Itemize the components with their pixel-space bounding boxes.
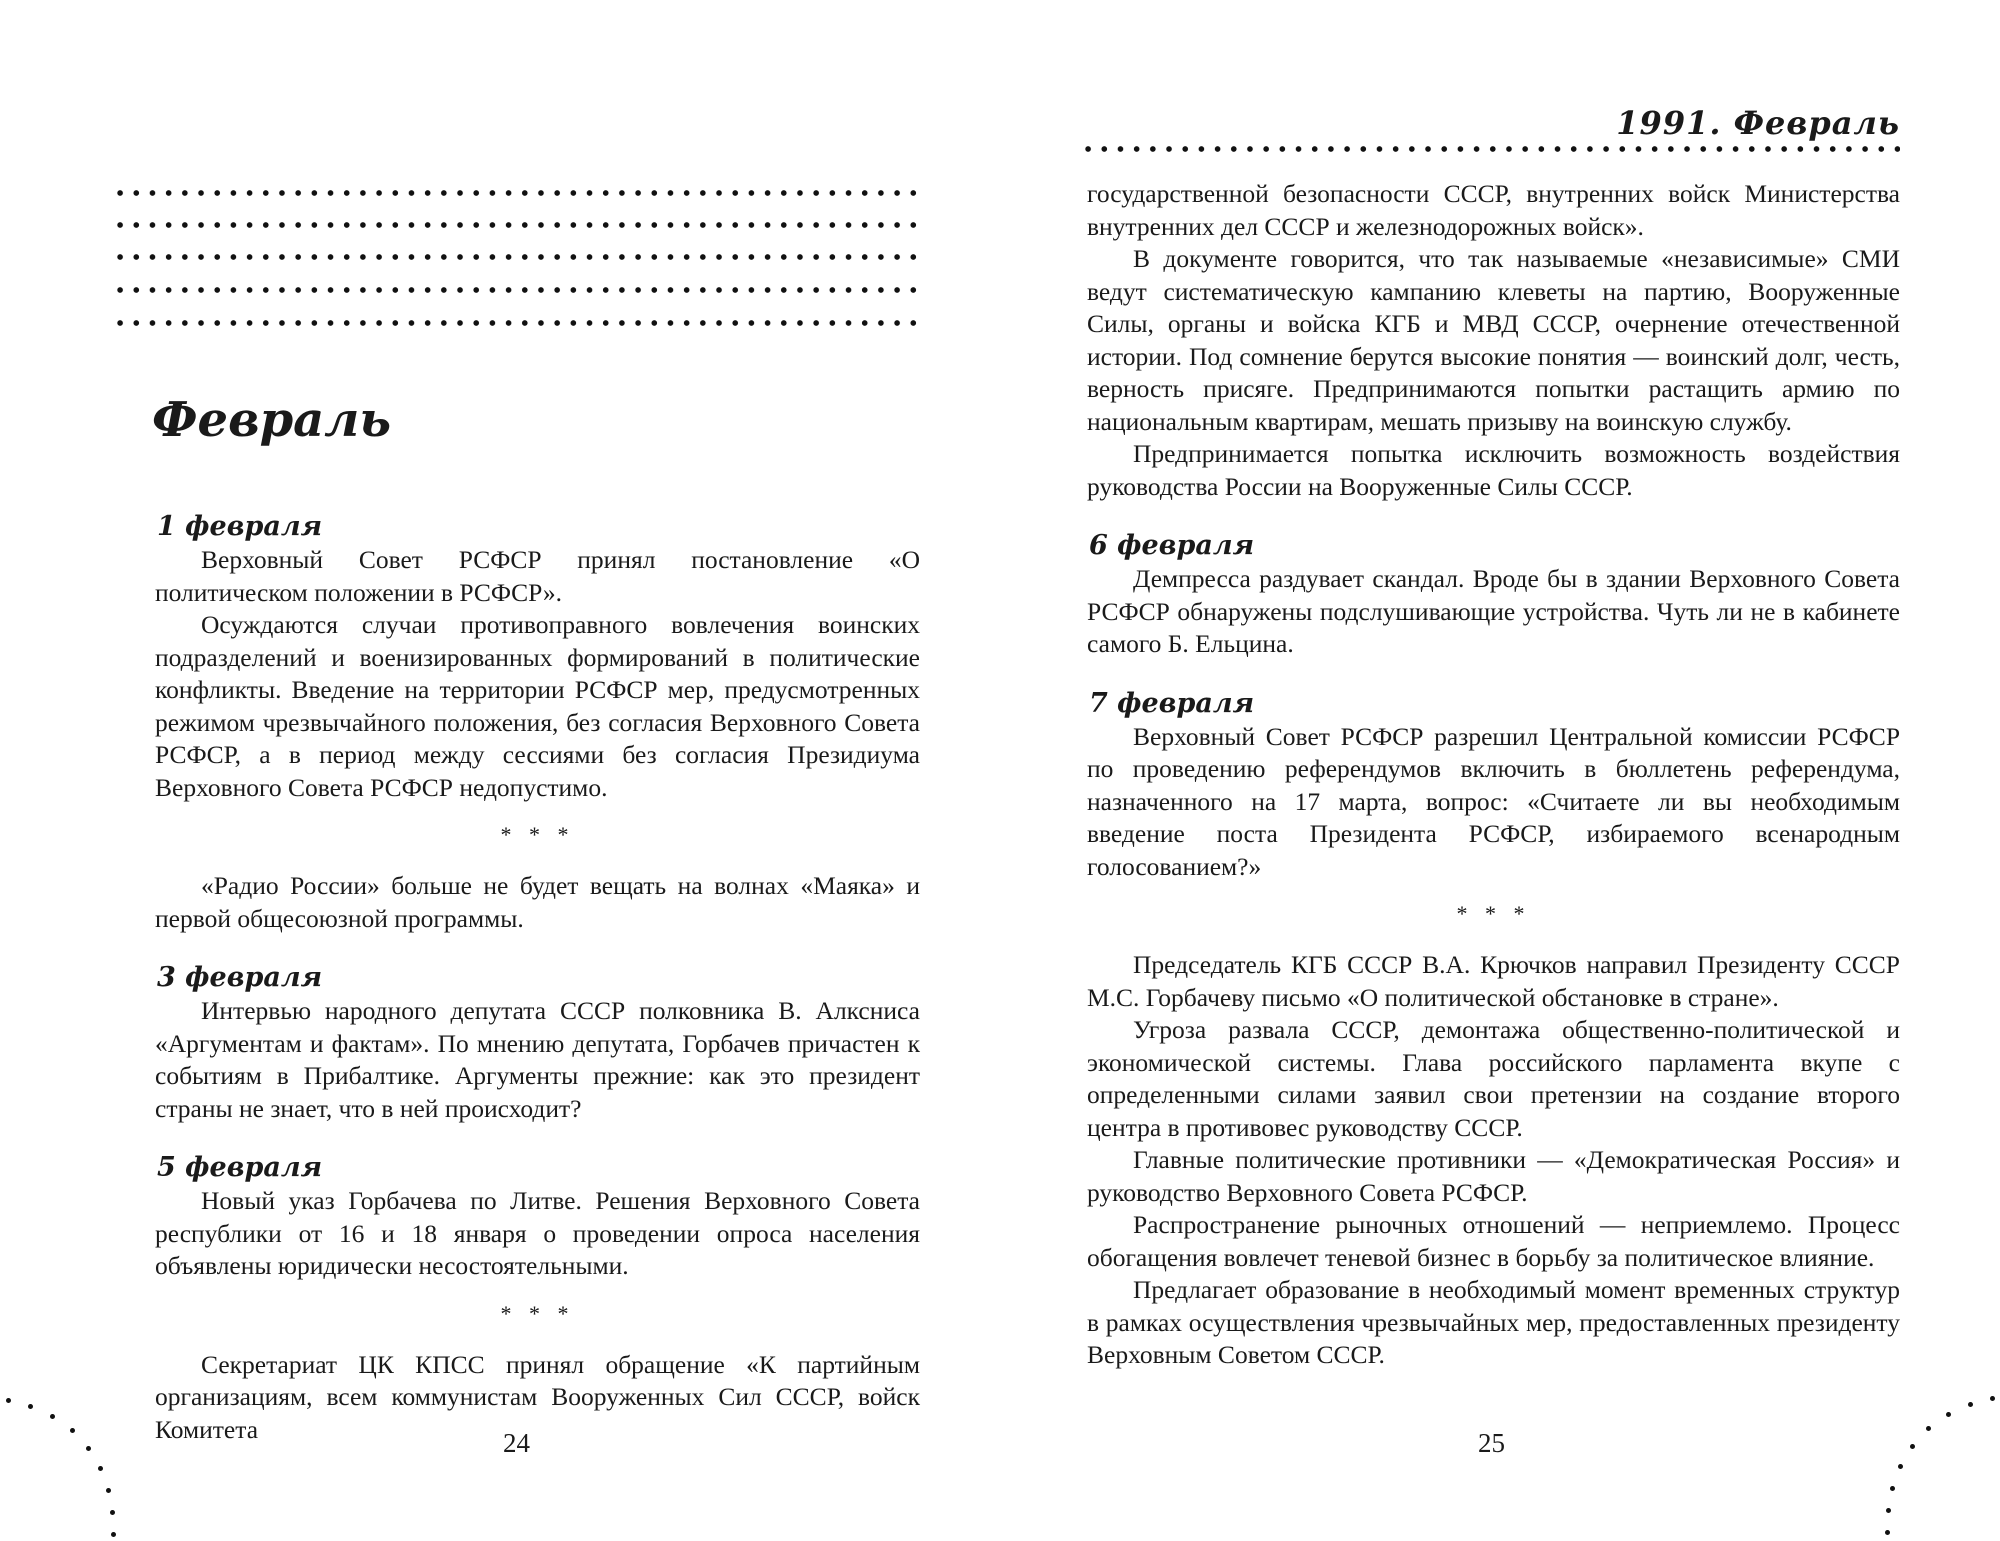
ornament-dot: [106, 1488, 111, 1493]
paragraph: Распространение рыночных отношений — неприемлемо. Процесс обогащения вовлечет теневой бизнес в борьбу за политическое влияние.: [1087, 1210, 1900, 1272]
entry-date-1: 1 февраля: [157, 511, 323, 542]
section-separator: * * *: [1456, 901, 1531, 926]
entry-date-3: 3 февраля: [157, 962, 323, 993]
paragraph: Верховный Совет РСФСР принял постановление «О политическом положении в РСФСР».: [155, 545, 920, 607]
paragraph: Председатель КГБ СССР В.А. Крючков направил Президенту СССР М.С. Горбачеву письмо «О политической обстановке в стране».: [1087, 950, 1900, 1012]
paragraph: Новый указ Горбачева по Литве. Решения Верховного Совета республики от 16 и 18 января о проведении опроса населения объявлены юридически несостоятельными.: [155, 1186, 920, 1280]
dotted-rule: [1080, 145, 1900, 153]
paragraph: Демпресса раздувает скандал. Вроде бы в здании Верховного Совета РСФСР обнаружены подслушивающие устройства. Чуть ли не в кабинете самого Б. Ельцина.: [1087, 564, 1900, 658]
entry-date-7: 7 февраля: [1089, 687, 1255, 719]
paragraph: Угроза развала СССР, демонтажа общественно-политической и экономической системы. Глава российского парламента вкупе с определенными силами заявил свои претензии на создание второго центра в противовес руководству СССР.: [1087, 1015, 1900, 1142]
page-number: 25: [1478, 1428, 1505, 1458]
ornament-dot: [50, 1414, 55, 1419]
ornament-dot: [1968, 1402, 1973, 1407]
paragraph: Предлагает образование в необходимый момент временных структур в рамках осуществления чрезвычайных мер, предоставленных президенту Верховным Советом СССР.: [1087, 1275, 1900, 1369]
paragraph: В документе говорится, что так называемые «независимые» СМИ ведут систематическую кампанию клеветы на партию, Вооруженные Силы, органы и войска КГБ и МВД СССР, очернение отечественной истории. Под сомнение берутся высокие понятия — воинский долг, честь, верность присяге. Предпринимаются попытки растащить армию по национальным квартирам, мешать призыву на воинскую службу.: [1087, 244, 1900, 436]
ornament-dot: [1926, 1426, 1931, 1431]
ornament-dot: [111, 1532, 116, 1537]
dotted-ornament-row-1: [112, 189, 920, 197]
entry-date-5: 5 февраля: [157, 1152, 323, 1183]
section-separator: * * *: [500, 822, 575, 847]
ornament-dot: [1890, 1486, 1895, 1491]
ornament-dot: [1990, 1396, 1995, 1401]
entry-date-6: 6 февраля: [1089, 530, 1255, 561]
paragraph: «Радио России» больше не будет вещать на волнах «Маяка» и первой общесоюзной программы.: [155, 871, 920, 933]
running-head: 1991. Февраль: [1616, 104, 1900, 142]
paragraph: Секретариат ЦК КПСС принял обращение «К партийным организациям, всем коммунистам Вооруженных Сил СССР, войск Комитета: [155, 1349, 920, 1444]
dotted-ornament-row-4: [112, 286, 920, 294]
dotted-ornament-row-5: [112, 319, 920, 327]
ornament-dot: [1910, 1444, 1915, 1449]
paragraph: Интервью народного депутата СССР полковника В. Алксниса «Аргументам и фактам». По мнению депутата, Горбачев причастен к событиям в Прибалтике. Аргументы прежние: как это президент страны не знает, что в ней происходит?: [155, 996, 920, 1123]
ornament-dot: [70, 1428, 75, 1433]
paragraph: Главные политические противники — «Демократическая Россия» и руководство Верховного Совета РСФСР.: [1087, 1145, 1900, 1207]
dotted-ornament-row-2: [112, 221, 920, 229]
paragraph-continuation: государственной безопасности СССР, внутренних войск Министерства внутренних дел СССР и железнодорожных войск».: [1087, 179, 1900, 241]
paragraph: Верховный Совет РСФСР разрешил Центральной комиссии РСФСР по проведению референдумов включить в бюллетень референдума, назначенного на 17 марта, вопрос: «Считаете ли вы необходимым введение поста Президента РСФСР, избираемого всенародным голосованием?»: [1087, 721, 1900, 881]
ornament-dot: [86, 1446, 91, 1451]
ornament-dot: [1885, 1530, 1890, 1535]
paragraph: Осуждаются случаи противоправного вовлечения воинских подразделений и военизированных формирований в политические конфликты. Введение на территории РСФСР мер, предусмотренных режимом чрезвычайного положения, без согласия Верховного Совета РСФСР, а в период между сессиями без согласия Президиума Верховного Совета РСФСР недопустимо.: [155, 610, 920, 802]
ornament-dot: [110, 1510, 115, 1515]
month-title: Февраль: [152, 392, 392, 448]
right-text-column: [1087, 178, 1900, 1372]
page-number: 24: [503, 1428, 530, 1458]
ornament-dot: [1898, 1464, 1903, 1469]
ornament-dot: [1886, 1508, 1891, 1513]
section-separator: * * *: [500, 1300, 575, 1326]
paragraph: Предпринимается попытка исключить возможность воздействия руководства России на Вооруженные Силы СССР.: [1087, 439, 1900, 501]
right-page: [1000, 0, 2000, 1541]
ornament-dot: [98, 1466, 103, 1471]
ornament-dot: [6, 1398, 11, 1403]
ornament-dot: [1946, 1412, 1951, 1417]
dotted-ornament-row-3: [112, 253, 920, 261]
ornament-dot: [28, 1404, 33, 1409]
left-text-column: [155, 510, 920, 1446]
